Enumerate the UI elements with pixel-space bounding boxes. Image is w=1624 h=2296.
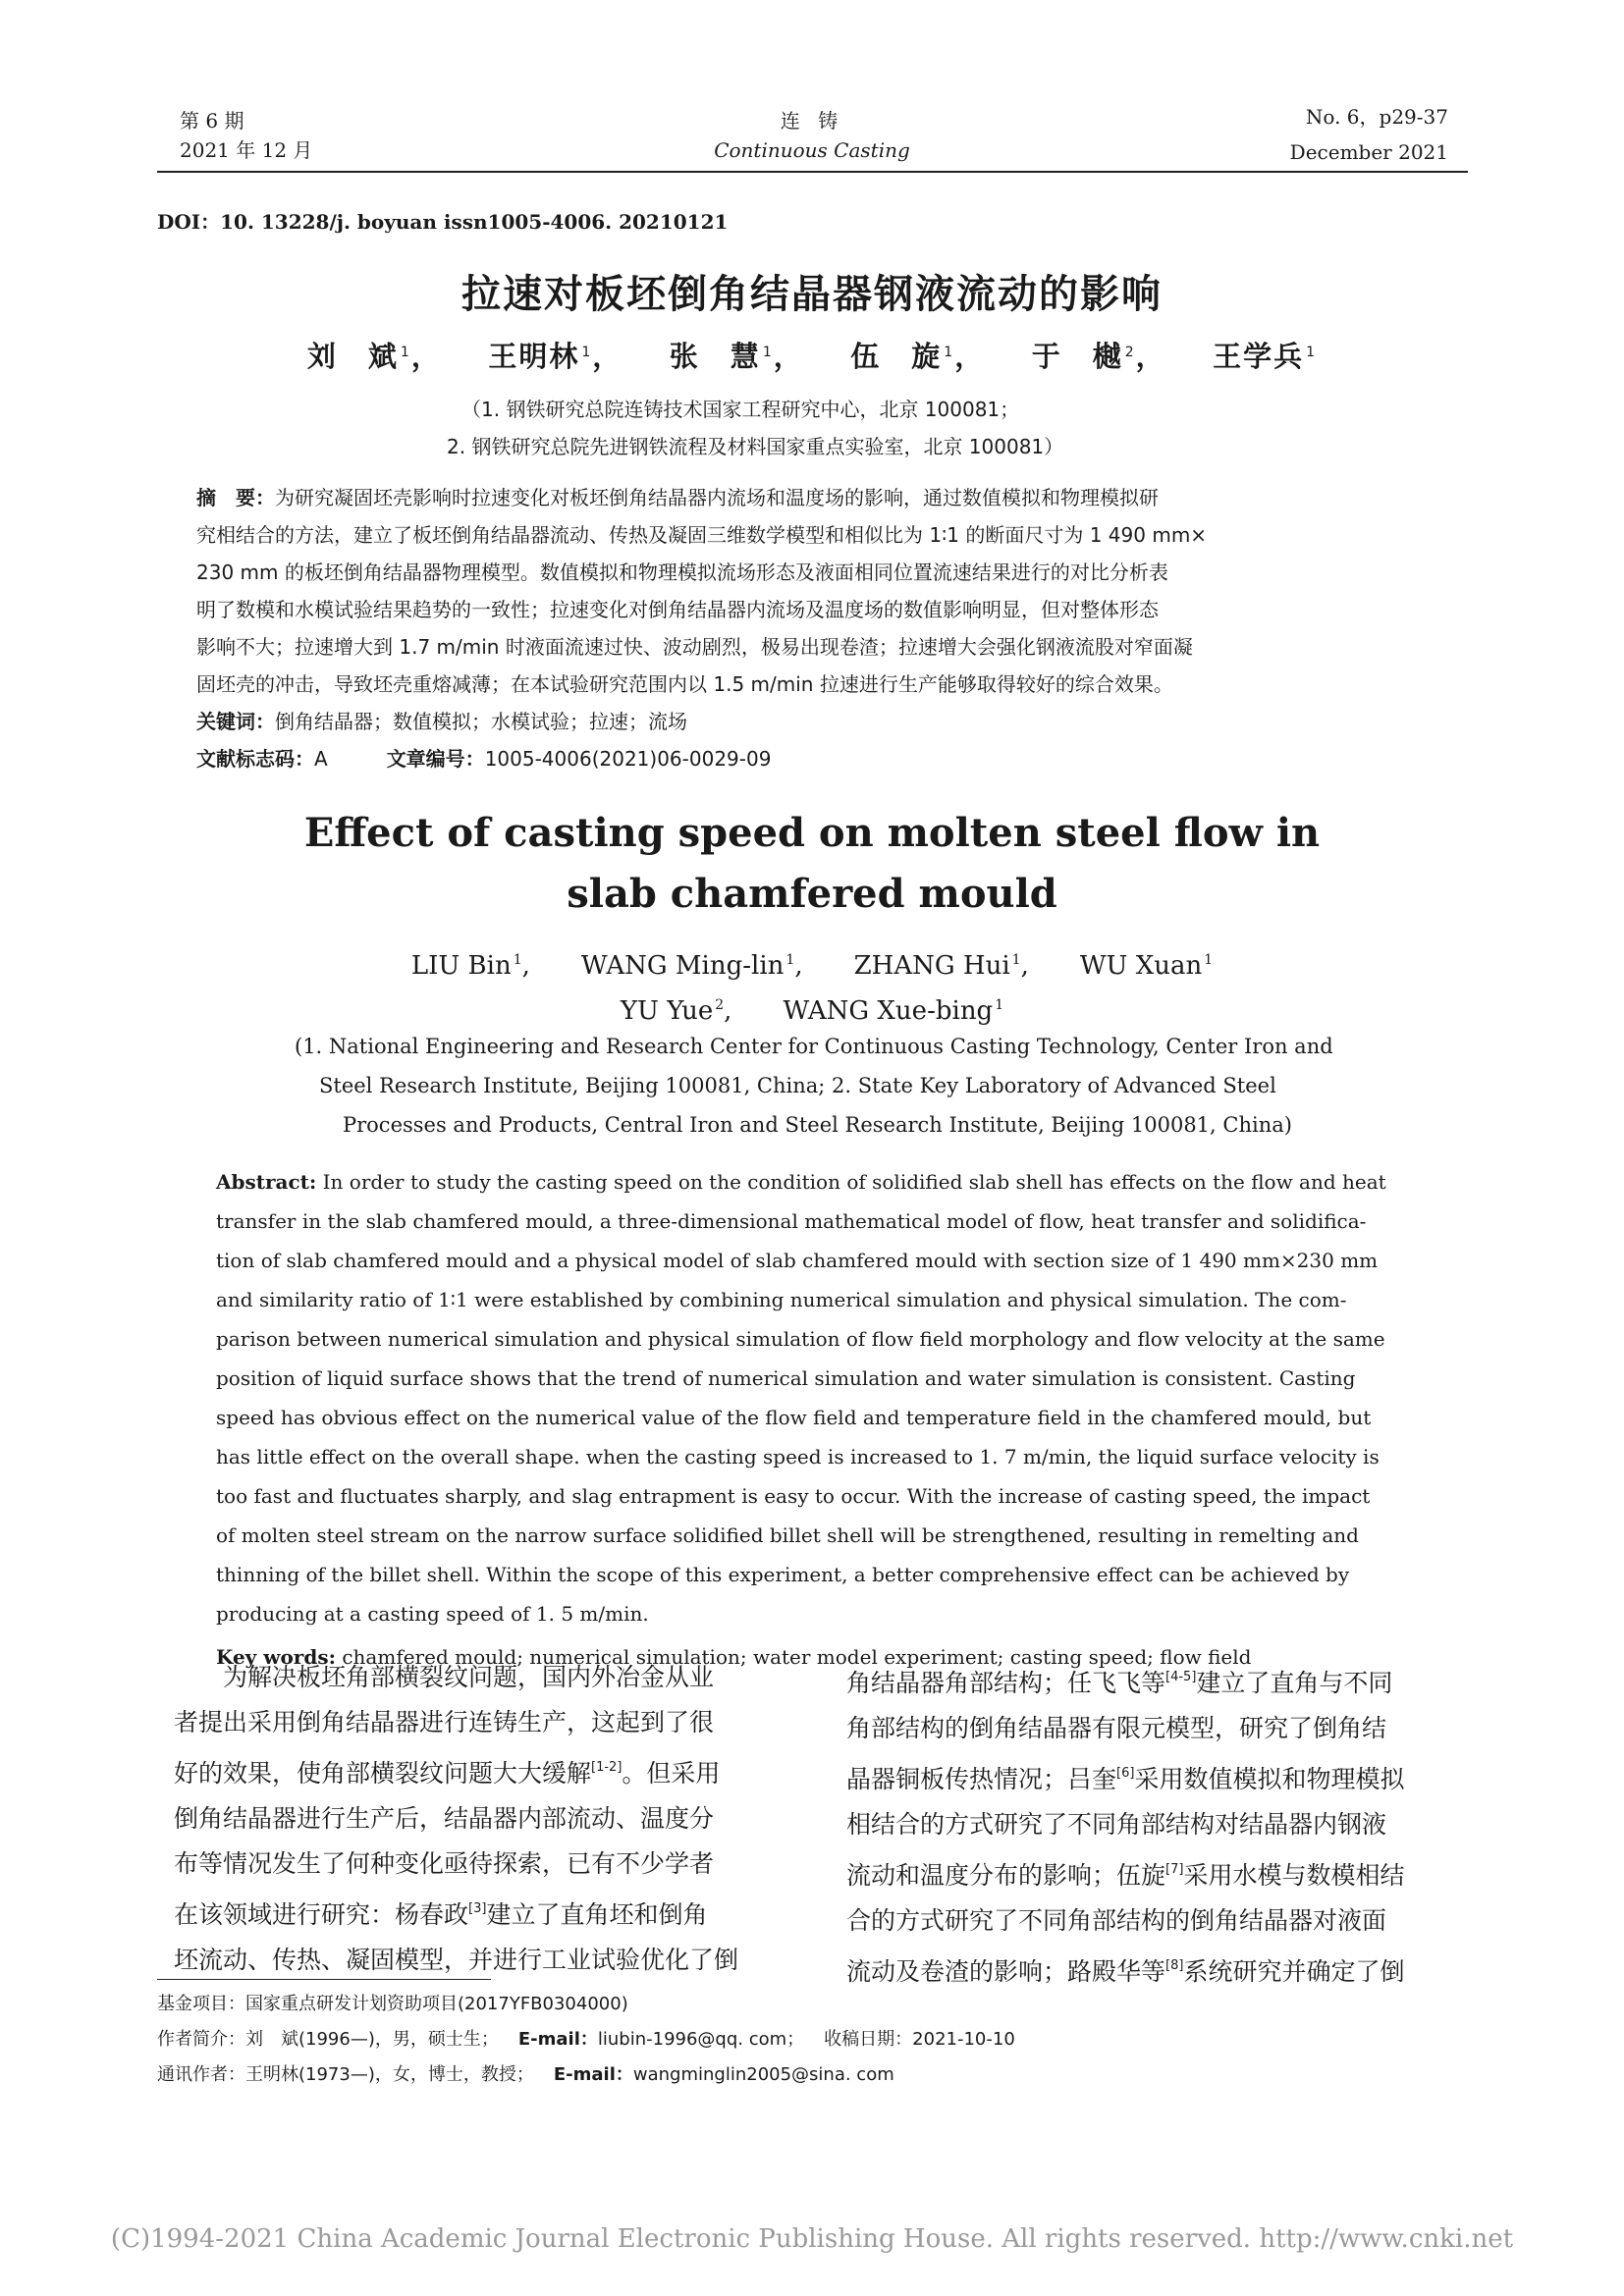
abstract-en: [216, 1162, 1424, 1677]
citation-ref[interactable]: [1-2]: [591, 1760, 623, 1775]
body-left-line-3: 好的效果，使角部横裂纹问题大大缓解[1-2]。但采用: [174, 1759, 721, 1788]
body-left-line-2: 者提出采用倒角结晶器进行连铸生产，这起到了很: [174, 1708, 715, 1736]
body-left-line-5: 布等情况发生了何种变化亟待探索，已有不少学者: [174, 1849, 715, 1878]
author-cn-6: 王学兵 $^1$: [1213, 340, 1318, 373]
body-column-left: [174, 1655, 787, 1983]
body-right-line-5: 流动和温度分布的影响；伍旋[7]采用水模与数模相结: [846, 1861, 1405, 1890]
body-right-line-2: 角部结构的倒角结晶器有限元模型，研究了倒角结: [846, 1714, 1387, 1742]
authors-cn: 刘 斌 $^1$， 王明林 $^1$， 张 慧 $^1$， 伍 旋 $^1$， 于 樾 $^2$， 王学兵 $^1$: [306, 340, 1318, 373]
author-en-a-2: WANG Ming-lin $^1$: [580, 951, 795, 981]
header-date-en: December 2021: [1289, 140, 1448, 164]
abstract-en-line-11: thinning of the billet shell. Within the scope of this experiment, a better comprehensive effect can be achieved by: [216, 1563, 1350, 1586]
body-left-line-4: 倒角结晶器进行生产后，结晶器内部流动、温度分: [174, 1804, 715, 1833]
copyright-watermark: (C)1994-2021 China Academic Journal Electronic Publishing House. All rights reserved. http://www.cnki.net: [110, 2224, 1514, 2254]
author-en-a-3: ZHANG Hui $^1$: [853, 951, 1021, 981]
body-left-line-1: 为解决板坯角部横裂纹问题，国内外冶金从业: [174, 1663, 715, 1691]
citation-ref[interactable]: [7]: [1165, 1862, 1184, 1877]
header-rule: [157, 171, 1468, 173]
affiliation-en-3: Processes and Products, Central Iron and Steel Research Institute, Beijing 100081, China): [343, 1113, 1292, 1137]
abstract-en-line-8: has little effect on the overall shape. when the casting speed is increased to 1. 7 m/min, the liquid surface velocity is: [216, 1445, 1380, 1468]
corr-email: wangminglin2005@sina. com: [632, 2064, 894, 2085]
abstract-cn: [196, 479, 1434, 777]
abstract-cn-line-3: 230 mm 的板坯倒角结晶器物理模型。数值模拟和物理模拟流场形态及液面相同位置流速结果进行的对比分析表: [196, 561, 1168, 584]
abstract-cn-line-2: 究相结合的方法，建立了板坯倒角结晶器流动、传热及凝固三维数学模型和相似比为 1∶1 的断面尺寸为 1 490 mm×: [196, 523, 1208, 547]
abstract-cn-line-1: 摘 要：为研究凝固坯壳影响时拉速变化对板坯倒角结晶器内流场和温度场的影响，通过数值模拟和物理模拟研: [196, 486, 1159, 509]
doi: DOI：10. 13228/j. boyuan issn1005-4006. 20210121: [157, 210, 729, 234]
body-left-line-7: 坯流动、传热、凝固模型，并进行工业试验优化了倒: [174, 1946, 739, 1974]
article-no-label: 文章编号：: [386, 747, 485, 771]
author-cn-5: 于 樾 $^2$: [1031, 340, 1136, 373]
article-code-line: [196, 740, 1434, 777]
abstract-cn-line-5: 影响不大；拉速增大到 1.7 m/min 时液面流速过快、波动剧烈，极易出现卷渣；拉速增大会强化钢液流股对窄面凝: [196, 635, 1193, 659]
author-en-b-1: YU Yue $^2$: [620, 996, 725, 1026]
footnote-corr: 通讯作者：王明林(1973—)，女，博士，教授； E-mail：wangminglin2005@sina. com: [157, 2064, 894, 2085]
authors-en-line-2: YU Yue $^2$, WANG Xue-bing $^1$: [620, 996, 1004, 1026]
author-cn-4: 伍 旋 $^1$: [850, 340, 955, 373]
abstract-en-line-4: and similarity ratio of 1∶1 were established by combining numerical simulation and physical simulation. The com-: [216, 1288, 1347, 1311]
abstract-en-line-7: speed has obvious effect on the numerical value of the flow field and temperature field in the chamfered mould, but: [216, 1406, 1372, 1429]
author-cn-2: 王明林 $^1$: [488, 340, 593, 373]
doc-code-label: 文献标志码：: [196, 747, 314, 771]
abstract-cn-label: 摘 要：: [196, 486, 275, 509]
header-journal-en: Continuous Casting: [714, 138, 910, 162]
abstract-en-line-12: producing at a casting speed of 1. 5 m/min.: [216, 1602, 649, 1626]
body-right-line-4: 相结合的方式研究了不同角部结构对结晶器内钢液: [846, 1810, 1387, 1839]
author-en-a-1: LIU Bin $^1$: [410, 951, 522, 981]
corr-email-label: E-mail：: [553, 2064, 633, 2085]
abstract-cn-line-6: 固坯壳的冲击，导致坯壳重熔减薄；在本试验研究范围内以 1.5 m/min 拉速进行生产能够取得较好的综合效果。: [196, 672, 1173, 696]
body-right-line-7: 流动及卷渣的影响；路殿华等[8]系统研究并确定了倒: [846, 1957, 1405, 1986]
title-en-line-1: Effect of casting speed on molten steel flow in: [303, 810, 1321, 856]
citation-ref[interactable]: [6]: [1116, 1766, 1135, 1781]
header-date-cn: 2021 年 12 月: [180, 138, 313, 162]
body-right-line-3: 晶器铜板传热情况；吕奎[6]采用数值模拟和物理模拟: [846, 1765, 1405, 1793]
footnote-fund: 基金项目：国家重点研发计划资助项目(2017YFB0304000): [157, 1994, 628, 2014]
citation-ref[interactable]: [3]: [468, 1901, 487, 1916]
abstract-en-line-1: Abstract: In order to study the casting speed on the condition of solidified slab shell has effects on the flow and heat: [216, 1170, 1386, 1194]
body-right-line-6: 合的方式研究了不同角部结构的倒角结晶器对液面: [846, 1906, 1387, 1935]
abstract-en-label: Abstract:: [216, 1170, 317, 1194]
citation-ref[interactable]: [4-5]: [1165, 1670, 1197, 1684]
author-cn-3: 张 慧 $^1$: [669, 340, 774, 373]
abstract-en-line-9: too fast and fluctuates sharply, and slag entrapment is easy to occur. With the increase of casting speed, the impact: [216, 1484, 1371, 1508]
title-cn: 拉速对板坯倒角结晶器钢液流动的影响: [461, 272, 1163, 317]
title-en: [0, 803, 1624, 925]
abstract-en-line-3: tion of slab chamfered mould and a physical model of slab chamfered mould with section size of 1 490 mm×230 mm: [216, 1249, 1379, 1272]
affiliation-en-2: Steel Research Institute, Beijing 100081, China; 2. State Key Laboratory of Advanced Steel: [319, 1074, 1276, 1097]
authors-en-line-1: LIU Bin $^1$, WANG Ming-lin $^1$, ZHANG Hui $^1$, WU Xuan $^1$: [410, 951, 1214, 981]
affiliation-cn-2: 2. 钢铁研究总院先进钢铁流程及材料国家重点实验室，北京 100081）: [447, 435, 1064, 458]
header-journal-cn: 连 铸: [780, 109, 844, 133]
article-no: 1005-4006(2021)06-0029-09: [484, 747, 772, 771]
abstract-en-line-5: parison between numerical simulation and physical simulation of flow field morphology and flow velocity at the same: [216, 1327, 1385, 1351]
citation-ref[interactable]: [8]: [1165, 1958, 1184, 1973]
abstract-en-line-6: position of liquid surface shows that the trend of numerical simulation and water simulation is consistent. Casting: [216, 1366, 1356, 1390]
header-issue-cn: 第 6 期: [180, 109, 244, 133]
received-date: 收稿日期：2021-10-10: [824, 2029, 1015, 2050]
affiliation-cn-1: （1. 钢铁研究总院连铸技术国家工程研究中心，北京 100081；: [461, 398, 1020, 421]
title-en-line-2: slab chamfered mould: [567, 871, 1057, 917]
affiliation-en-1: (1. National Engineering and Research Center for Continuous Casting Technology, Center Iron and: [295, 1035, 1333, 1058]
author-email: liubin-1996@qq. com；: [597, 2029, 805, 2050]
keywords-en: Key words: chamfered mould; numerical simulation; water model experiment; casting speed; flow field: [216, 1645, 1252, 1669]
abstract-en-line-2: transfer in the slab chamfered mould, a three-dimensional mathematical model of flow, heat transfer and solidifica-: [216, 1209, 1367, 1233]
doc-code: A: [314, 747, 328, 771]
abstract-cn-line-4: 明了数模和水模试验结果趋势的一致性；拉速变化对倒角结晶器内流场及温度场的数值影响明显，但对整体形态: [196, 598, 1159, 621]
body-column-right: [846, 1655, 1460, 1995]
author-email-label: E-mail：: [517, 2029, 598, 2050]
abstract-en-line-10: of molten steel stream on the narrow surface solidified billet shell will be strengthened, resulting in remelting and: [216, 1523, 1359, 1547]
header-issue-en: No. 6，p29-37: [1305, 105, 1448, 129]
footnote-rule: [157, 1979, 491, 1980]
body-left-line-6: 在该领域进行研究：杨春政[3]建立了直角坯和倒角: [174, 1900, 708, 1929]
author-cn-1: 刘 斌 $^1$: [306, 340, 411, 373]
body-right-line-1: 角结晶器角部结构；任飞飞等[4-5]建立了直角与不同: [846, 1669, 1393, 1697]
keywords-cn-label: 关键词：: [196, 710, 275, 733]
author-en-a-4: WU Xuan $^1$: [1079, 951, 1214, 981]
author-en-b-2: WANG Xue-bing $^1$: [783, 996, 1004, 1026]
keywords-cn: 关键词：倒角结晶器；数值模拟；水模试验；拉速；流场: [196, 710, 687, 733]
footnote-author: 作者简介：刘 斌(1996—)，男，硕士生； E-mail：liubin-1996@qq. com； 收稿日期：2021-10-10: [157, 2029, 1015, 2050]
keywords-en-label: Key words:: [216, 1645, 336, 1669]
